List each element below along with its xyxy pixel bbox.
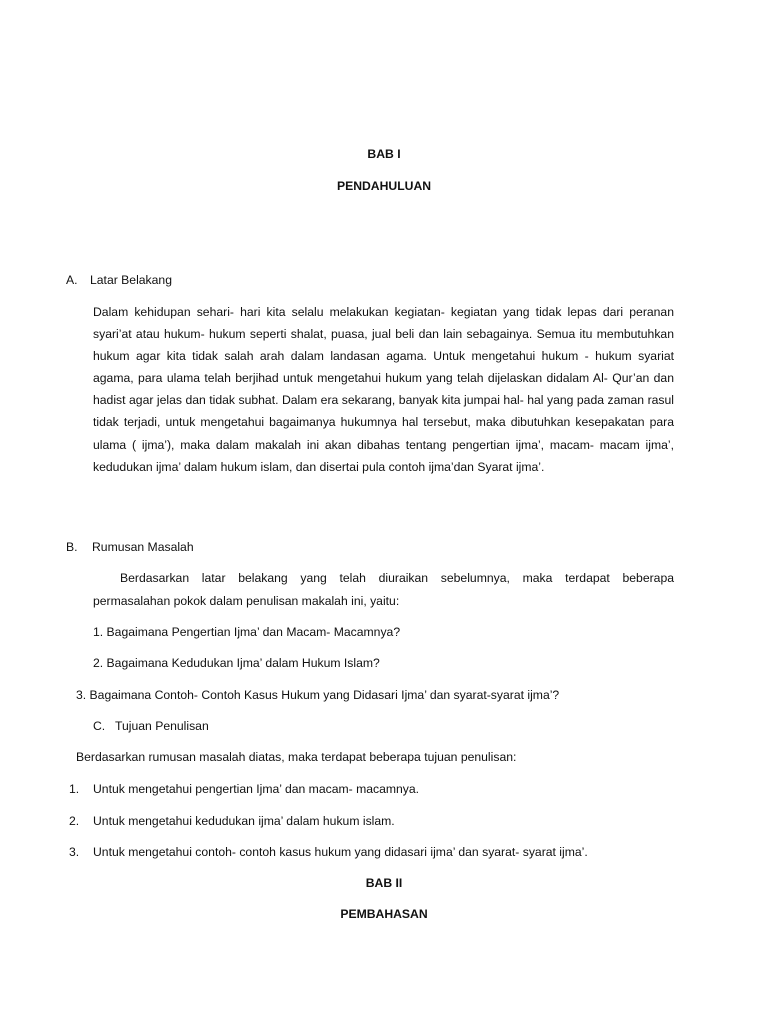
section-b-heading: Rumusan Masalah — [92, 540, 194, 554]
bab2-subtitle: PEMBAHASAN — [340, 907, 428, 921]
bab1-title: BAB I — [367, 147, 401, 161]
goal-3-number: 3. — [69, 845, 80, 859]
section-a-marker: A. — [66, 273, 78, 287]
goal-3-text: Untuk mengetahui contoh- contoh kasus hukum yang didasari ijma’ dan syarat- syarat ijma’. — [93, 845, 588, 859]
section-b-intro-line1: Berdasarkan latar belakang yang telah diuraikan sebelumnya, maka terdapat beberapa — [120, 571, 674, 585]
section-b-marker: B. — [66, 540, 78, 554]
goal-2-number: 2. — [69, 814, 80, 828]
bab2-title: BAB II — [365, 876, 403, 890]
section-c-intro: Berdasarkan rumusan masalah diatas, maka terdapat beberapa tujuan penulisan: — [76, 750, 517, 764]
question-2: 2. Bagaimana Kedudukan Ijma’ dalam Hukum Islam? — [93, 656, 380, 670]
goal-1-number: 1. — [69, 782, 80, 796]
goal-2-text: Untuk mengetahui kedudukan ijma’ dalam hukum islam. — [93, 814, 395, 828]
goal-1-text: Untuk mengetahui pengertian Ijma’ dan macam- macamnya. — [93, 782, 420, 796]
section-c-marker: C. — [93, 719, 106, 733]
question-3: 3. Bagaimana Contoh- Contoh Kasus Hukum yang Didasari Ijma’ dan syarat-syarat ijma’? — [76, 688, 560, 702]
section-b-intro-line2: permasalahan pokok dalam penulisan makalah ini, yaitu: — [93, 594, 400, 608]
section-a-paragraph: Dalam kehidupan sehari- hari kita selalu melakukan kegiatan- kegiatan yang tidak lepas dari peranan syari’at atau hukum- hukum seperti shalat, puasa, jual beli dan lain sebagainya. Semua itu membutuhkan hukum agar kita tidak salah arah dalam landasan agama. Untuk mengetahui hukum - hukum syariat agama, para ulama telah berjihad untuk mengetahui hukum yang telah dijelaskan didalam Al- Qur’an dan hadist agar jelas dan tidak subhat. Dalam era sekarang, banyak kita jumpai hal- hal yang pada zaman rasul tidak terjadi, untuk mengetahui bagaimanya hukumnya hal tersebut, maka dibutuhkan kesepakatan para ulama ( ijma’), maka dalam makalah ini akan dibahas tentang pengertian ijma’, macam- macam ijma’, kedudukan ijma’ dalam hukum islam, dan disertai pula contoh ijma’dan Syarat ijma’. — [93, 305, 674, 474]
bab1-subtitle: PENDAHULUAN — [336, 179, 432, 193]
section-c-heading: Tujuan Penulisan — [115, 719, 209, 733]
section-a-heading: Latar Belakang — [90, 273, 172, 287]
question-1: 1. Bagaimana Pengertian Ijma’ dan Macam- Macamnya? — [93, 625, 401, 639]
